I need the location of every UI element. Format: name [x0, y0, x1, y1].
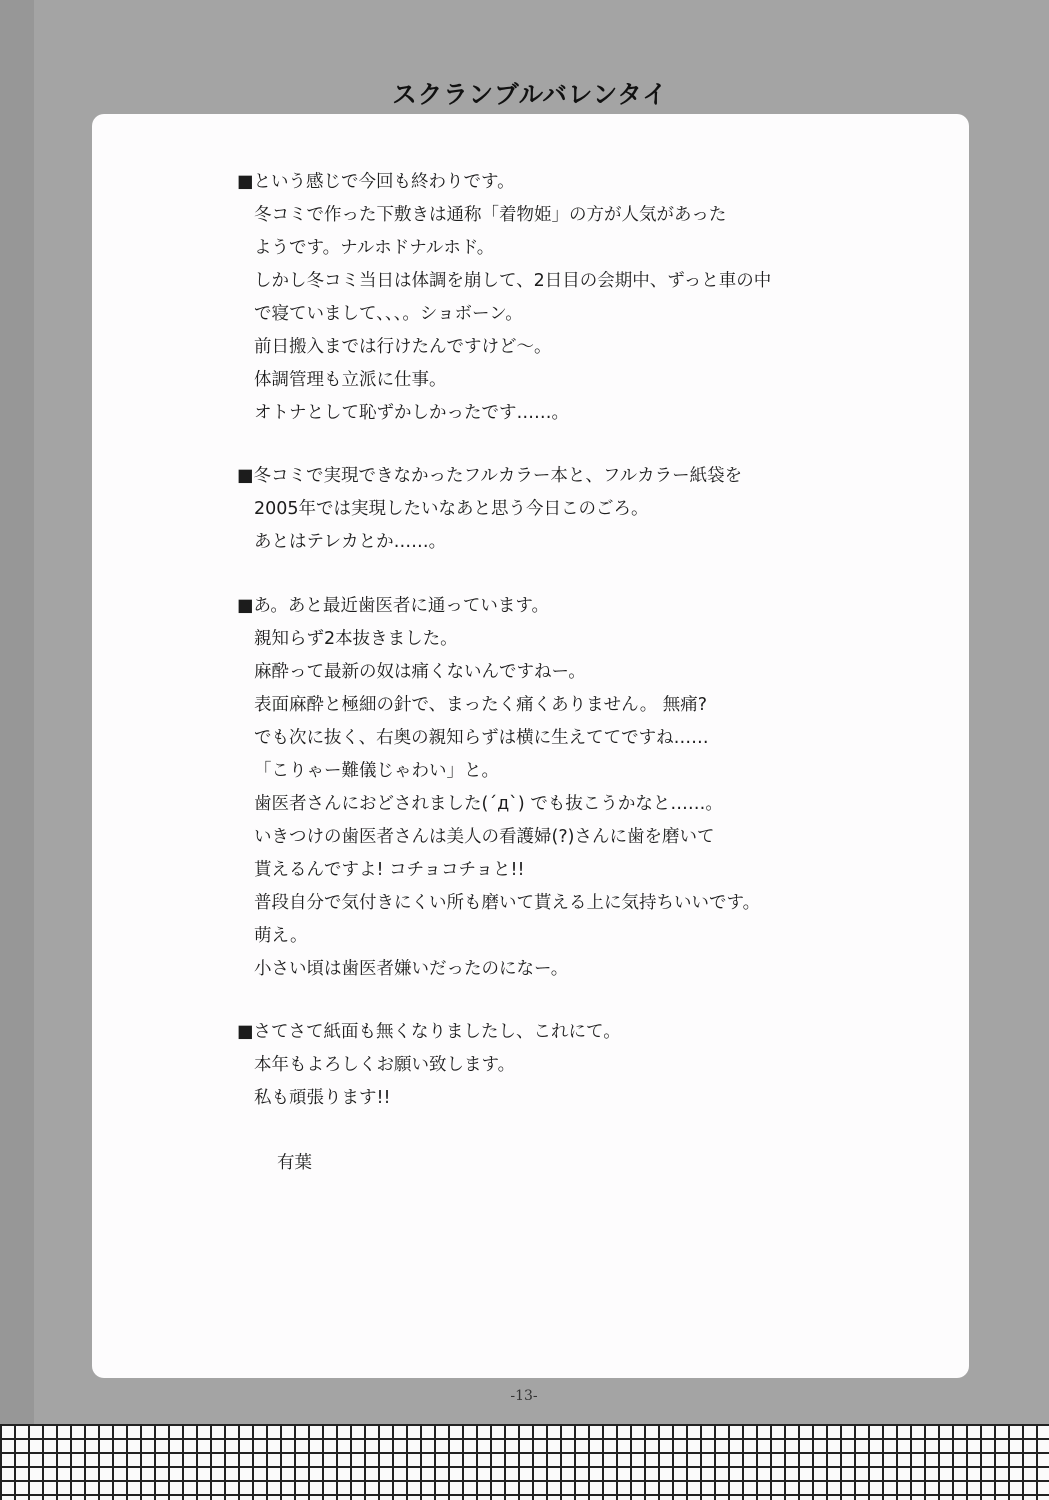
text-line: ■という感じで今回も終わりです。	[237, 172, 515, 192]
text-section-1	[237, 166, 937, 430]
square-bullet-icon: ■	[237, 172, 254, 192]
text-line: 2005年では実現したいなあと思う今日このごろ。	[254, 499, 649, 519]
text-line: 前日搬入までは行けたんですけど～。	[254, 337, 552, 357]
author-signature: 有葉	[277, 1153, 312, 1173]
text-section-2	[237, 460, 937, 559]
text-line: ■あ。あと最近歯医者に通っています。	[237, 596, 549, 616]
page-header-title: スクランブルバレンタイ	[392, 80, 668, 109]
footer-grid-pattern	[0, 1424, 1049, 1500]
page-number: -13-	[510, 1388, 538, 1404]
text-line: ■冬コミで実現できなかったフルカラー本と、フルカラー紙袋を	[237, 466, 743, 486]
text-line: 本年もよろしくお願い致します。	[254, 1055, 516, 1075]
text-line: 「こりゃー難儀じゃわい」と。	[254, 761, 499, 781]
text-line: オトナとして恥ずかしかったです……。	[254, 403, 569, 423]
content-panel	[92, 114, 969, 1378]
square-bullet-icon: ■	[237, 596, 254, 616]
square-bullet-icon: ■	[237, 466, 254, 486]
text-line: 私も頑張ります!!	[254, 1088, 391, 1108]
text-line: 普段自分で気付きにくい所も磨いて貰える上に気持ちいいです。	[254, 893, 761, 913]
page-left-gutter	[0, 0, 34, 1424]
text-line: 表面麻酔と極細の針で、まったく痛くありません。 無痛?	[254, 695, 708, 715]
text-line: ■さてさて紙面も無くなりましたし、これにて。	[237, 1022, 621, 1042]
text-line: でも次に抜く、右奥の親知らずは横に生えててですね……	[254, 728, 709, 748]
text-line: 麻酔って最新の奴は痛くないんですねー。	[254, 662, 586, 682]
text-line: 萌え。	[254, 926, 308, 946]
text-line: いきつけの歯医者さんは美人の看護婦(?)さんに歯を磨いて	[254, 827, 715, 847]
text-line: 歯医者さんにおどされました(´д`) でも抜こうかなと……。	[254, 794, 723, 814]
text-line: 体調管理も立派に仕事。	[254, 370, 447, 390]
text-section-4	[237, 1016, 937, 1115]
text-line: 小さい頃は歯医者嫌いだったのになー。	[254, 959, 569, 979]
text-line: ようです。ナルホドナルホド。	[254, 238, 495, 258]
text-line: 親知らず2本抜きました。	[254, 629, 458, 649]
text-line: しかし冬コミ当日は体調を崩して、2日目の会期中、ずっと車の中	[254, 271, 772, 291]
square-bullet-icon: ■	[237, 1022, 254, 1042]
text-line: あとはテレカとか……。	[254, 532, 447, 552]
text-line: で寝ていまして、、、。ショボーン。	[254, 304, 523, 324]
text-line: 貰えるんですよ! コチョコチョと!!	[254, 860, 525, 880]
text-line: 冬コミで作った下敷きは通称「着物姫」の方が人気があった	[254, 205, 727, 225]
text-section-3	[237, 590, 937, 986]
